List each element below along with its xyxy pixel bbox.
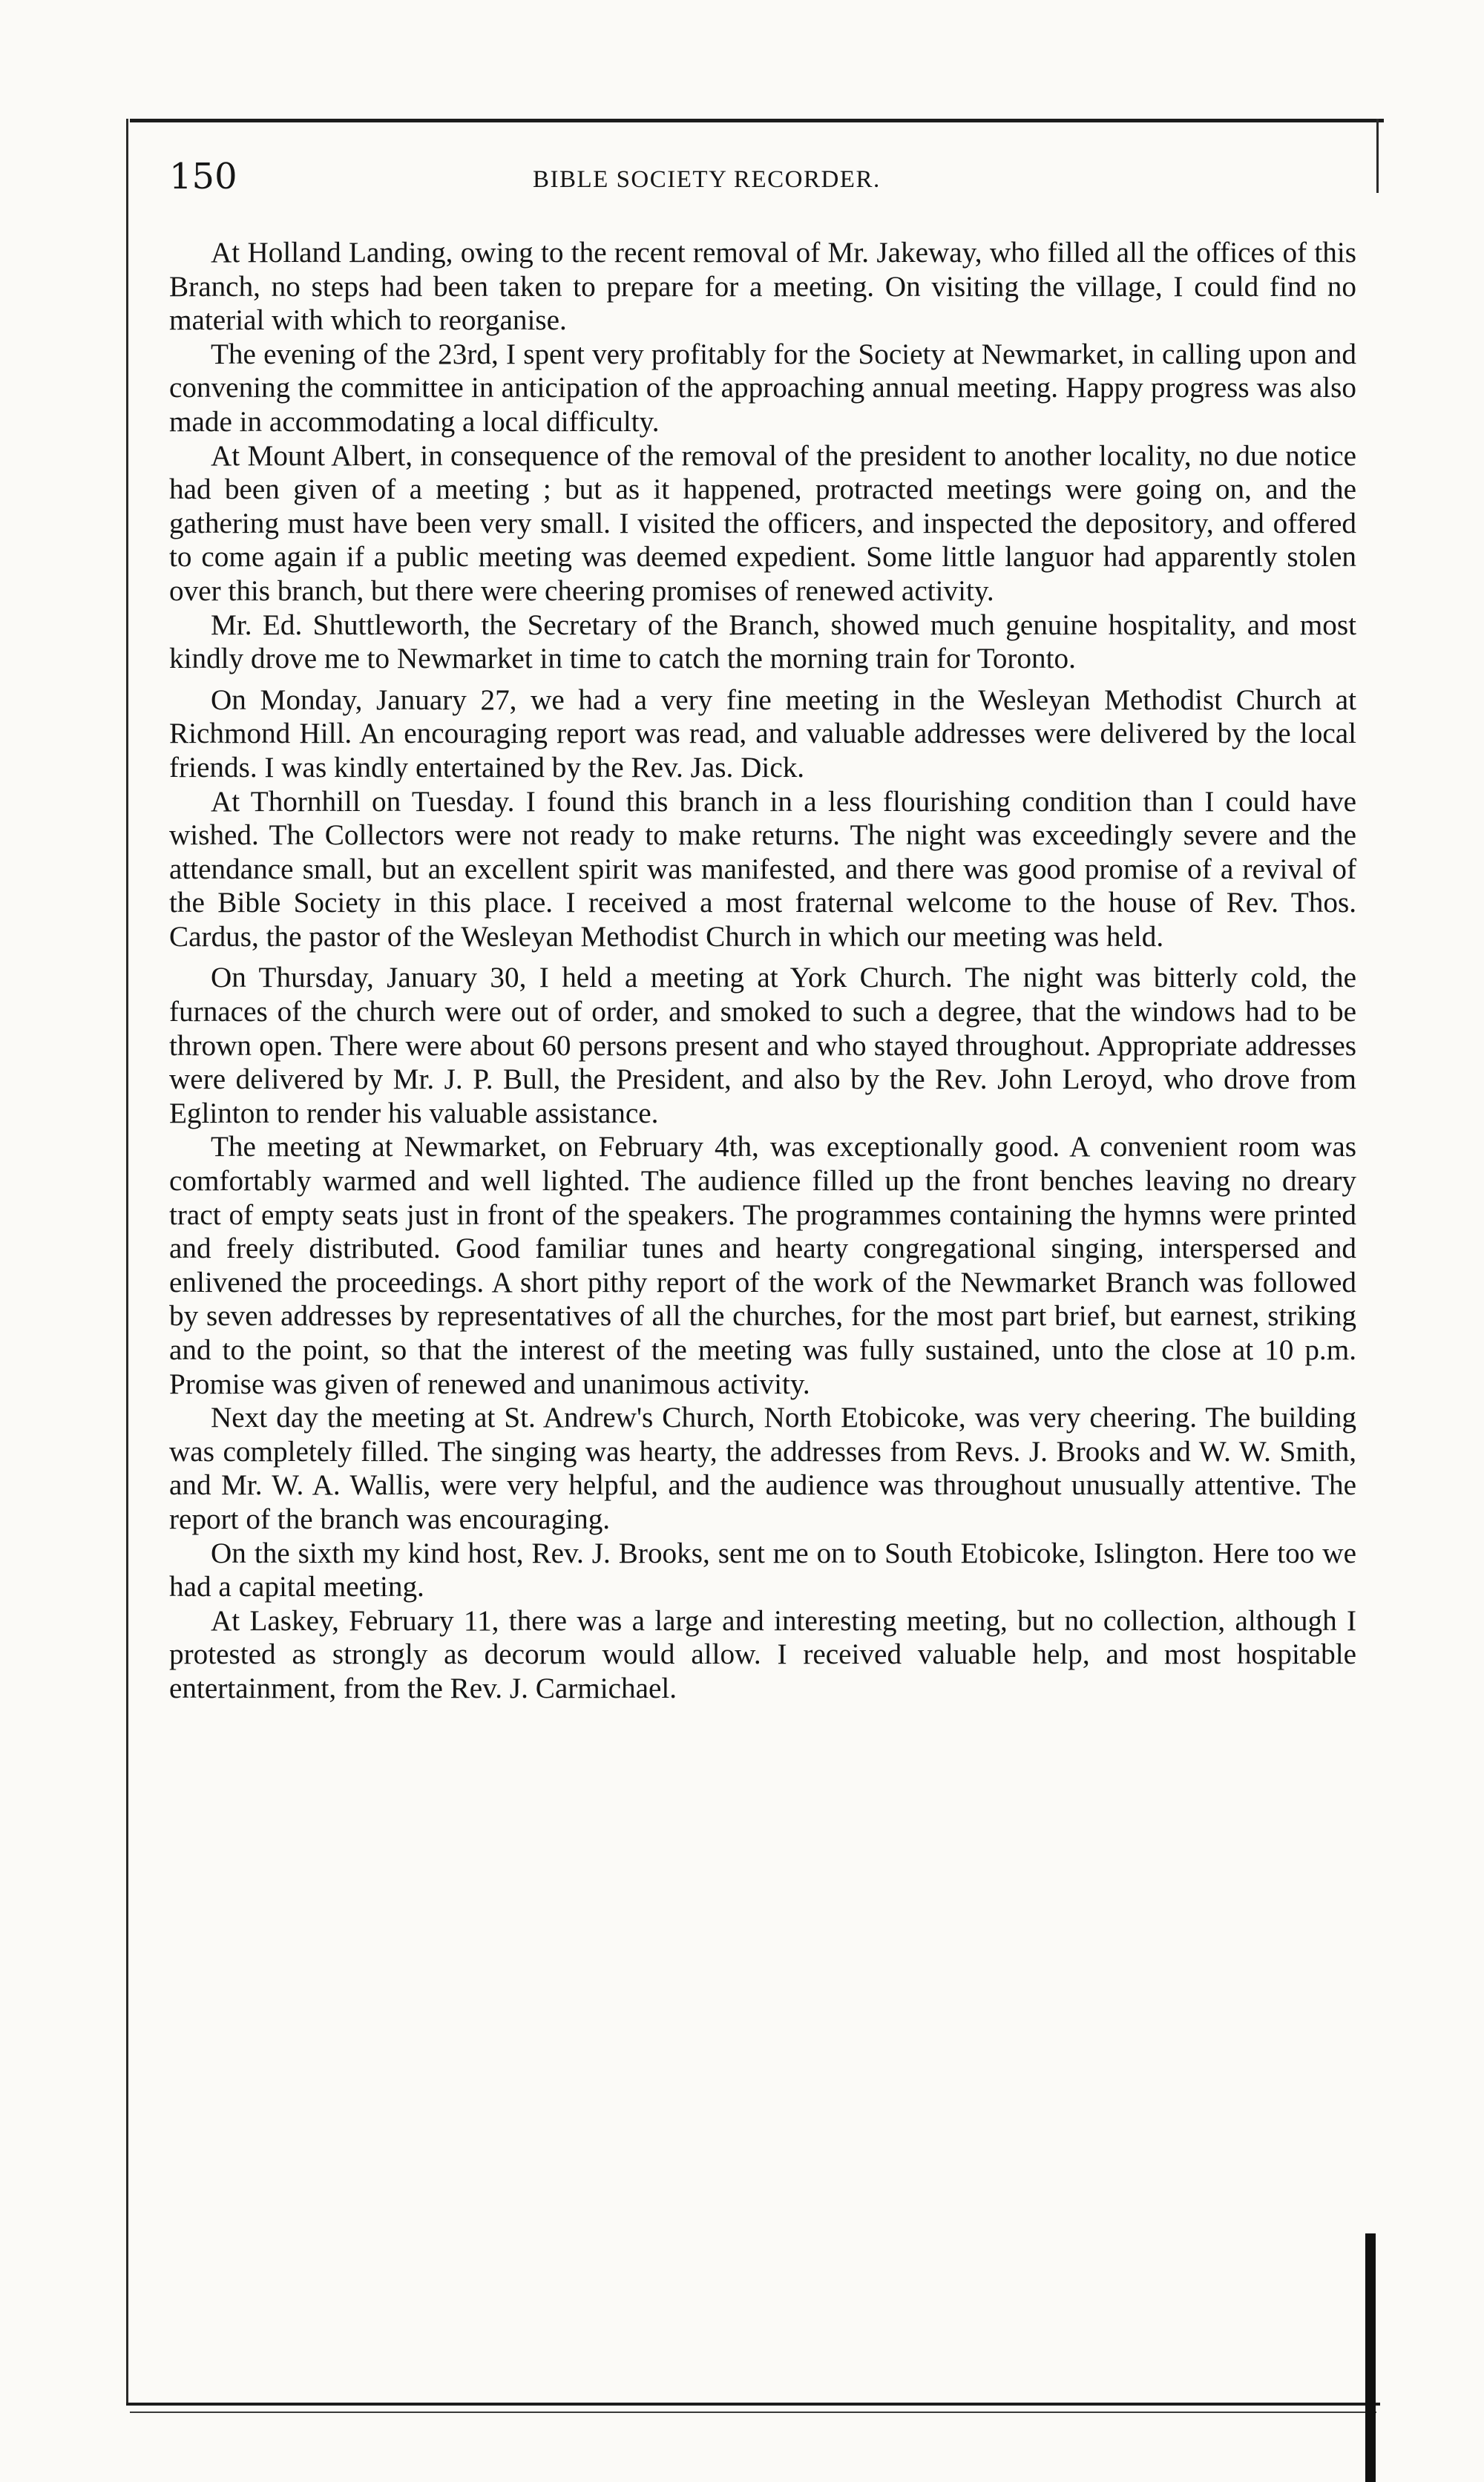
paragraph-laskey: At Laskey, February 11, there was a large and interesting meeting, but no collection, although I protested as strongly as decorum would allow. I received valuable help, and most hospitable entertainment, from the Rev. J. Carmichael. [169,1604,1356,1704]
left-border [126,119,128,2404]
paragraph-richmond-hill: On Monday, January 27, we had a very fine meeting in the Wesleyan Methodist Church at Richmond Hill. An encouraging report was read, and valuable addresses were delivered by the local friends. I was kindly entertained by the Rev. Jas. Dick. [169,683,1356,784]
running-head: BIBLE SOCIETY RECORDER. [533,166,881,193]
paragraph-holland-landing: At Holland Landing, owing to the recent removal of Mr. Jakeway, who filled all the offices of this Branch, no steps had been taken to prepare for a meeting. On visiting the village, I could find no material with which to reorganise. [169,237,1356,337]
paragraph-south-etobicoke: On the sixth my kind host, Rev. J. Brooks, sent me on to South Etobicoke, Islington. Here too we had a capital meeting. [169,1537,1356,1603]
article-body [169,236,1356,1706]
page-number: 150 [169,156,237,197]
paragraph-shuttleworth: Mr. Ed. Shuttleworth, the Secretary of the Branch, showed much genuine hospitality, and most kindly drove me to Newmarket in time to catch the morning train for Toronto. [169,608,1356,675]
paragraph-york-church: On Thursday, January 30, I held a meeting at York Church. The night was bitterly cold, the furnaces of the church were out of order, and smoked to such a degree, that the windows had to be thrown open. There were about 60 persons present and who stayed throughout. Appropriate addresses were delivered by Mr. J. P. Bull, the President, and also by the Rev. John Leroyd, who drove from Eglinton to render his valuable assistance. [169,962,1356,1129]
paragraph-thornhill: At Thornhill on Tuesday. I found this branch in a less flourishing condition than I could have wished. The Collectors were not ready to make returns. The night was exceedingly severe and the attendance small, but an excellent spirit was manifested, and there was good promise of a revival of the Bible Society in this place. I received a most fraternal welcome to the house of Rev. Thos. Cardus, the pastor of the Wesleyan Methodist Church in which our meeting was held. [169,785,1356,953]
paragraph-newmarket-meeting: The meeting at Newmarket, on February 4th, was exceptionally good. A convenient room was comfortably warmed and well lighted. The audience filled up the front benches leaving no dreary tract of empty seats just in front of the speakers. The programmes containing the hymns were printed and freely distributed. Good familiar tunes and hearty congregational singing, interspersed and enlivened the proceedings. A short pithy report of the work of the Newmarket Branch was followed by seven addresses by representatives of all the churches, for the most part brief, but earnest, striking and to the point, so that the interest of the meeting was fully sustained, unto the close at 10 p.m. Promise was given of renewed and unanimous activity. [169,1131,1356,1400]
page-header [169,156,1356,208]
paragraph-north-etobicoke: Next day the meeting at St. Andrew's Church, North Etobicoke, was very cheering. The building was completely filled. The singing was hearty, the addresses from Revs. J. Brooks and W. W. Smith, and Mr. W. A. Wallis, were very helpful, and the audience was throughout unusually attentive. The report of the branch was encouraging. [169,1402,1356,1535]
right-border [1376,119,1379,193]
binding-edge [1365,2233,1376,2482]
bottom-rule [126,2403,1380,2406]
bottom-rule-secondary [130,2412,1376,2413]
top-rule [130,119,1384,122]
paragraph-newmarket-evening: The evening of the 23rd, I spent very profitably for the Society at Newmarket, in calling upon and convening the committee in anticipation of the approaching annual meeting. Happy progress was also made in accommodating a local difficulty. [169,338,1356,438]
paragraph-mount-albert: At Mount Albert, in consequence of the removal of the president to another locality, no due notice had been given of a meeting ; but as it happened, protracted meetings were going on, and the gathering must have been very small. I visited the officers, and inspected the depository, and offered to come again if a public meeting was deemed expedient. Some little languor had apparently stolen over this branch, but there were cheering promises of renewed activity. [169,439,1356,607]
